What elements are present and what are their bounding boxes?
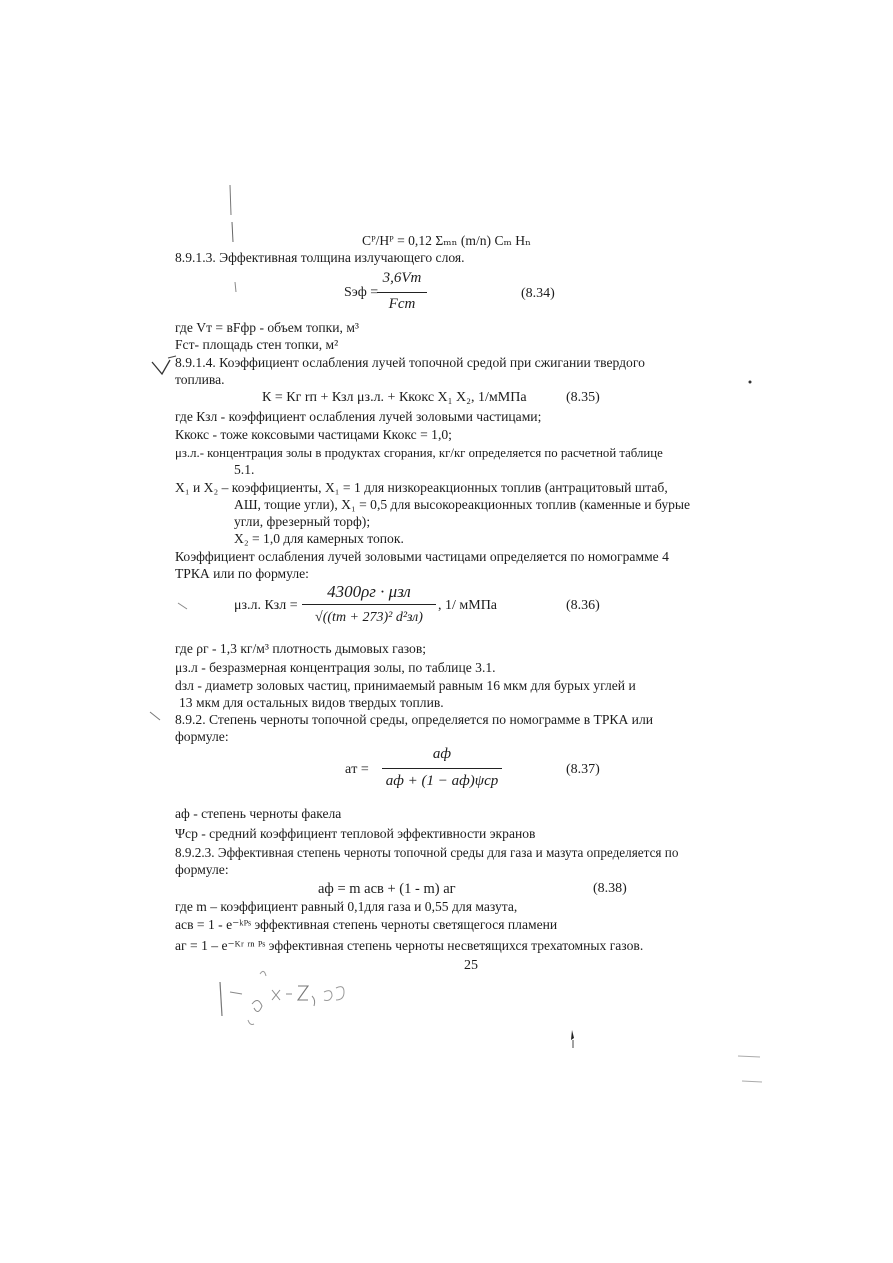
formula-8-37-denominator: aф + (1 − aф)ψср bbox=[385, 773, 499, 789]
formula-8-38-number: (8.38) bbox=[593, 881, 627, 896]
section-8-9-2-3-line1: 8.9.2.3. Эффективная степень черноты топочной среды для газа и мазута определяется по bbox=[175, 845, 679, 860]
section-8-9-2-3-line2: формуле: bbox=[175, 862, 229, 877]
formula-8-36-denominator: √((tт + 273)² d²зл) bbox=[315, 610, 423, 625]
section-8-9-1-4-line2: топлива. bbox=[175, 372, 225, 387]
formula-8-36-number: (8.36) bbox=[566, 598, 600, 613]
formula-8-37-lhs: aт = bbox=[345, 762, 369, 777]
formula-8-38: aф = m aсв + (1 - m) aг bbox=[318, 881, 456, 897]
muzl-definition: μз.л - безразмерная концентрация золы, по таблице 3.1. bbox=[175, 660, 496, 675]
dzl-definition-line2: 13 мкм для остальных видов твердых топлив. bbox=[179, 695, 444, 710]
vt-definition: где Vт = вFфр - объем топки, м³ bbox=[175, 320, 359, 335]
koef-text-line2: ТРКА или по формуле: bbox=[175, 566, 309, 581]
psi-definition: Ψср - средний коэффициент тепловой эффективности экранов bbox=[175, 826, 536, 841]
formula-8-36-unit: , 1/ мМПа bbox=[438, 598, 498, 613]
formula-8-34-denominator: Fст bbox=[388, 296, 416, 312]
fst-definition: Fст- площадь стен топки, м² bbox=[175, 337, 339, 352]
section-8-9-2-line1: 8.9.2. Степень черноты топочной среды, определяется по номограмме в ТРКА или bbox=[175, 712, 654, 727]
koef-text-line1: Коэффициент ослабления лучей золовыми частицами определяется по номограмме 4 bbox=[175, 549, 669, 564]
formula-8-37-number: (8.37) bbox=[566, 762, 600, 777]
page-number: 25 bbox=[464, 958, 478, 973]
mu-definition-line2: 5.1. bbox=[234, 462, 255, 477]
mu-definition-line1: μз.л.- концентрация золы в продуктах сгорания, кг/кг определяется по расчетной таблице bbox=[175, 446, 663, 460]
dzl-definition-line1: dзл - диаметр золовых частиц, принимаемый равным 16 мкм для бурых углей и bbox=[175, 678, 636, 693]
formula-8-34-number: (8.34) bbox=[521, 286, 555, 301]
x-definition-line1: X₁ и X₂ – коэффициенты, X₁ = 1 для низкореакционных топлив (антрацитовый штаб, bbox=[175, 480, 668, 495]
af-definition: aф - степень черноты факела bbox=[175, 806, 342, 821]
formula-8-35-number: (8.35) bbox=[566, 390, 600, 405]
formula-cp-hp: Cᴾ/Hᴾ = 0,12 Σₘₙ (m/n) Cₘ Hₙ bbox=[362, 233, 531, 248]
rho-definition: где ρг - 1,3 кг/м³ плотность дымовых газов; bbox=[175, 641, 427, 656]
formula-8-36-numerator: 4300ρг · μзл bbox=[327, 582, 411, 601]
section-8-9-1-3: 8.9.1.3. Эффективная толщина излучающего слоя. bbox=[175, 250, 465, 265]
asv-definition: aсв = 1 - e⁻ᵏᴾˢ эффективная степень черноты светящегося пламени bbox=[175, 917, 558, 932]
x-definition-line4: X₂ = 1,0 для камерных топок. bbox=[234, 531, 404, 546]
section-8-9-2-line2: формуле: bbox=[175, 729, 229, 744]
ag-definition: aг = 1 – e⁻ᴷʳ ʳⁿ ᴾˢ эффективная степень черноты несветящихся трехатомных газов. bbox=[175, 938, 644, 953]
x-definition-line2: АШ, тощие угли), X₁ = 0,5 для высокореакционных топлив (каменные и бурые bbox=[234, 497, 691, 512]
section-8-9-1-4-line1: 8.9.1.4. Коэффициент ослабления лучей топочной средой при сжигании твердого bbox=[175, 355, 645, 370]
x-definition-line3: угли, фрезерный торф); bbox=[234, 514, 371, 529]
formula-8-37-bar bbox=[382, 768, 502, 769]
formula-8-34-bar bbox=[377, 292, 427, 293]
formula-8-37-numerator: aф bbox=[432, 746, 452, 762]
formula-8-36-bar bbox=[302, 604, 436, 605]
kzl-definition: где Кзл - коэффициент ослабления лучей золовыми частицами; bbox=[175, 409, 542, 424]
m-definition: где m – коэффициент равный 0,1для газа и 0,55 для мазута, bbox=[175, 899, 518, 914]
kkoks-definition: Ккокс - тоже коксовыми частицами Ккокс = 1,0; bbox=[175, 427, 452, 442]
formula-8-36-lhs: μз.л. Кзл = bbox=[234, 598, 298, 613]
formula-8-34-lhs: Sэф = bbox=[344, 285, 379, 300]
formula-8-34-numerator: 3,6Vт bbox=[382, 270, 422, 286]
handwritten-note bbox=[212, 960, 372, 1030]
formula-8-35: К = Кг rп + Кзл μз.л. + Ккокс X₁ X₂, 1/мМПа bbox=[262, 390, 527, 405]
